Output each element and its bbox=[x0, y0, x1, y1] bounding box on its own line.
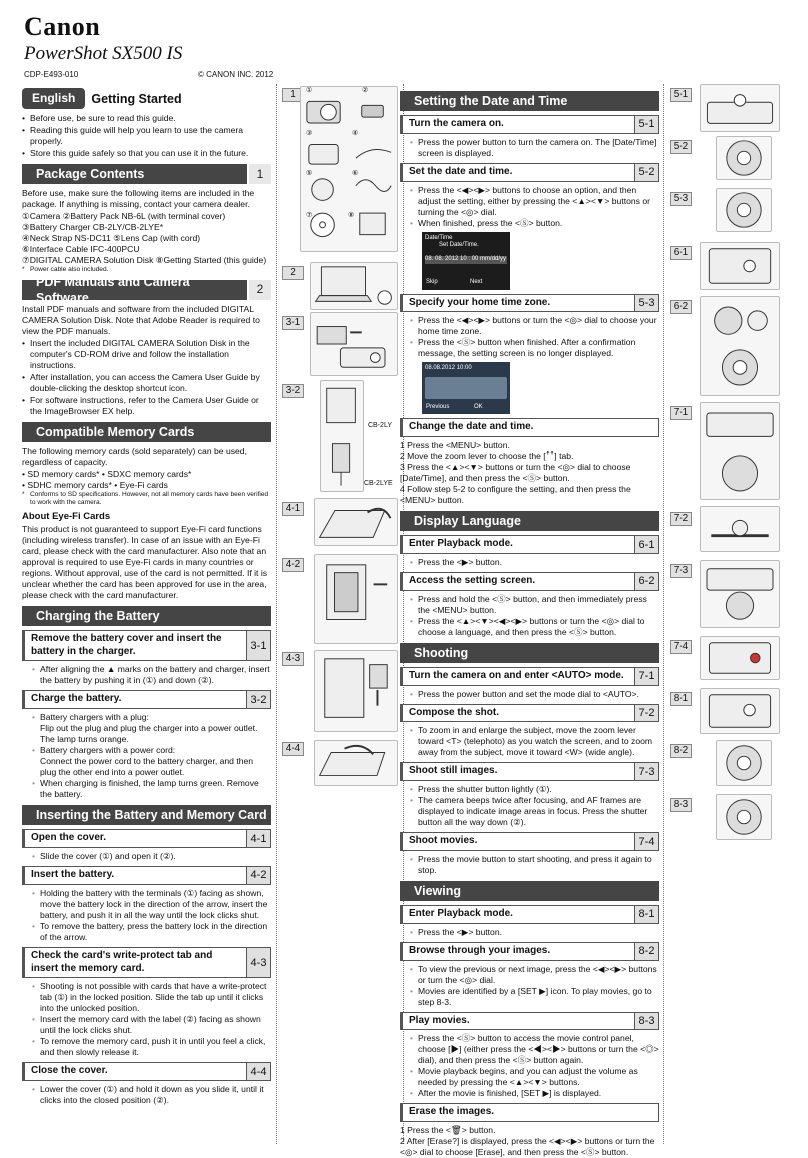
step-title: Charge the battery. bbox=[31, 693, 122, 705]
marker: ③ bbox=[306, 130, 313, 137]
cover-icon bbox=[315, 499, 397, 545]
bullet: • Insert the included DIGITAL CAMERA Solution Disk in the computer's CD-ROM drive and follow the installation instructions. bbox=[22, 338, 271, 371]
bullet: • Battery chargers with a power cord: bbox=[22, 745, 271, 756]
dial-icon bbox=[717, 189, 771, 231]
section-inserting bbox=[22, 805, 271, 825]
bullet: • Press the shutter button lightly (①). bbox=[400, 784, 659, 795]
step-number: 7-1 bbox=[634, 667, 659, 686]
numbered-step: 2 After [Erase?] is displayed, press the <◀><▶> buttons or turn the <◎> dial to choose [Erase], and then press the <Ⓢ> button. bbox=[400, 1136, 655, 1158]
figure-label: 7-4 bbox=[670, 640, 692, 654]
screen-values: 08. 08. 2012 10 : 00 mm/dd/yy bbox=[425, 255, 507, 262]
eyefi-heading: About Eye-Fi Cards bbox=[22, 510, 111, 522]
section-title: Setting the Date and Time bbox=[414, 94, 568, 108]
marker: ④ bbox=[352, 130, 359, 137]
menu-button-illustration bbox=[700, 296, 780, 396]
step-heading bbox=[400, 418, 659, 437]
step-title: Check the card's write-protect tab and insert the memory card. bbox=[31, 949, 213, 974]
bullet: • After installation, you can access the Camera User Guide by double-clicking the desktop shortcut icon. bbox=[22, 372, 271, 394]
section-title: Shooting bbox=[414, 645, 469, 660]
bullet: • Press the movie button to start shooting, and press it again to stop. bbox=[400, 854, 659, 876]
bullet: • Lower the cover (①) and hold it down as you slide it, until it clicks into the closed position (②). bbox=[22, 1084, 271, 1106]
bullet: • Insert the memory card with the label (②) facing as shown until the lock clicks shut. bbox=[22, 1014, 271, 1036]
camera-back-icon bbox=[701, 243, 779, 289]
bullet: • When finished, press the <Ⓢ> button. bbox=[400, 218, 659, 229]
footnote: * Conforms to SD specifications. However, not all memory cards have been verified to work with the camera. bbox=[22, 491, 271, 508]
camera-buttons-icon bbox=[701, 297, 779, 395]
figure-label: 8-2 bbox=[670, 744, 692, 758]
step-number: 3-2 bbox=[246, 690, 271, 709]
step-number: 3-1 bbox=[246, 630, 271, 662]
figure-label: 5-1 bbox=[670, 88, 692, 102]
step-title: Turn the camera on. bbox=[409, 118, 504, 129]
section-title: Viewing bbox=[414, 883, 462, 898]
section-number: 2 bbox=[247, 280, 271, 300]
screen-previous: Previous bbox=[426, 403, 450, 410]
paragraph: Before use, make sure the following items are included in the package. If anything is missing, contact your camera dealer. bbox=[22, 188, 255, 210]
bullet: • Press the <Ⓢ> button when finished. After a confirmation message, the setting screen is no longer displayed. bbox=[400, 337, 659, 359]
laptop-icon bbox=[311, 263, 397, 309]
section-title: Compatible Memory Cards bbox=[36, 424, 195, 439]
screen-title: Date/Time bbox=[425, 234, 453, 241]
bullet: • To remove the memory card, push it in until you feel a click, and then slowly release it. bbox=[22, 1036, 271, 1058]
step-title: Remove the battery cover and insert the battery in the charger. bbox=[31, 632, 222, 657]
section-title: Inserting the Battery and Memory Card bbox=[36, 808, 267, 823]
screen-next: Next bbox=[470, 278, 483, 285]
movie-button-icon bbox=[701, 637, 779, 679]
bullet: • Press the power button to turn the camera on. The [Date/Time] screen is displayed. bbox=[400, 137, 659, 159]
item-line: ①Camera ②Battery Pack NB-6L (with terminal cover) bbox=[22, 211, 226, 222]
step-title: Insert the battery. bbox=[31, 869, 115, 881]
step-number: 4-3 bbox=[246, 947, 271, 979]
step-title: Play movies. bbox=[409, 1014, 470, 1026]
step-heading bbox=[22, 866, 271, 885]
card-types: • SD memory cards* • SDXC memory cards* bbox=[22, 468, 192, 479]
numbered-step: 1 Press the <🗑> button. bbox=[400, 1125, 496, 1136]
title-row bbox=[22, 88, 271, 109]
figure-label: 6-1 bbox=[670, 246, 692, 260]
screen-date: 08.08.2012 10:00 bbox=[425, 365, 472, 372]
bullet: • When charging is finished, the lamp turns green. Remove the battery. bbox=[22, 778, 271, 800]
section-viewing bbox=[400, 881, 659, 901]
bullet: • Press the <▲><▼><◀><▶> buttons or turn the <◎> dial to choose a language, and then press the <Ⓢ> button. bbox=[400, 616, 659, 638]
numbered-step: 4 Follow step 5-2 to configure the setting, and then press the <MENU> button. bbox=[400, 484, 631, 506]
step-heading bbox=[22, 690, 271, 709]
camera-top-icon bbox=[701, 85, 779, 131]
control-dial-illustration bbox=[716, 188, 772, 232]
section-title: Display Language bbox=[414, 514, 521, 529]
column-divider bbox=[663, 84, 664, 1144]
numbered-step: 3 Press the <▲><▼> buttons or turn the <◎> dial to choose [Date/Time], and then press the <Ⓢ> button. bbox=[400, 462, 631, 484]
section-date-time bbox=[400, 91, 659, 111]
step-heading bbox=[22, 947, 271, 979]
brand-logo: Canon bbox=[24, 12, 101, 41]
close-cover-illustration bbox=[314, 740, 398, 786]
item-line: ⑥Interface Cable IFC-400PCU bbox=[22, 244, 140, 255]
figure-label: 8-3 bbox=[670, 798, 692, 812]
power-button-illustration bbox=[700, 84, 780, 132]
marker: ⑦ bbox=[306, 212, 313, 219]
model-name: PowerShot SX500 IS bbox=[24, 43, 183, 64]
step-title: Set the date and time. bbox=[409, 165, 513, 177]
step-title: Browse through your images. bbox=[409, 944, 551, 956]
insert-card-illustration bbox=[314, 650, 398, 732]
step-heading bbox=[400, 1103, 659, 1122]
figure-label: 7-2 bbox=[670, 512, 692, 526]
step-heading bbox=[400, 942, 659, 961]
battery-charger-illustration bbox=[310, 312, 398, 376]
step-heading bbox=[22, 829, 271, 848]
screen-ok: OK bbox=[474, 403, 483, 410]
bullet: • Press and hold the <Ⓢ> button, and then immediately press the <MENU> button. bbox=[400, 594, 659, 616]
paragraph: Install PDF manuals and software from the included DIGITAL CAMERA Solution Disk. Note that Adobe Reader is required to view the PDF manuals. bbox=[22, 303, 260, 336]
step-number: 5-2 bbox=[634, 163, 659, 182]
zoom-lever-illustration bbox=[700, 506, 780, 552]
charger-model: CB-2LY bbox=[368, 422, 392, 429]
item-line: ⑦DIGITAL CAMERA Solution Disk ⑧Getting Started (this guide) bbox=[22, 255, 267, 266]
step-heading bbox=[400, 1012, 659, 1031]
battery-icon bbox=[315, 555, 397, 643]
marker: ⑤ bbox=[306, 170, 313, 177]
section-shooting bbox=[400, 643, 659, 663]
insert-battery-illustration bbox=[314, 554, 398, 644]
column-3 bbox=[400, 86, 659, 1158]
date-time-screen bbox=[422, 232, 510, 290]
bullet: • Press the <◀><▶> buttons or turn the <◎> dial to choose your home time zone. bbox=[400, 315, 659, 337]
intro-bullet: • Store this guide safely so that you can use it in the future. bbox=[22, 148, 271, 159]
shutter-button-illustration bbox=[700, 560, 780, 628]
bullet: • After the movie is finished, [SET ▶] is displayed. bbox=[400, 1088, 659, 1099]
item-line: ③Battery Charger CB-2LY/CB-2LYE* bbox=[22, 222, 164, 233]
time-zone-screen bbox=[422, 362, 510, 414]
bullet: • Movies are identified by a [SET ▶] icon. To play movies, go to step 8-3. bbox=[400, 986, 659, 1008]
numbered-step: 1 Press the <MENU> button. bbox=[400, 440, 510, 451]
step-heading bbox=[400, 704, 659, 723]
figure-label: 5-3 bbox=[670, 192, 692, 206]
control-dial-illustration bbox=[716, 740, 772, 786]
bullet: • Slide the cover (①) and open it (②). bbox=[22, 851, 271, 862]
intro-bullet: • Reading this guide will help you learn to use the camera properly. bbox=[22, 125, 271, 147]
language-badge: English bbox=[22, 88, 85, 109]
bullet: • Press the power button and set the mode dial to <AUTO>. bbox=[400, 689, 659, 700]
step-heading bbox=[22, 630, 271, 662]
charger-icon bbox=[311, 313, 397, 375]
open-cover-illustration bbox=[314, 498, 398, 546]
column-1 bbox=[22, 88, 271, 1106]
step-title: Change the date and time. bbox=[409, 421, 534, 433]
step-number: 4-4 bbox=[246, 1062, 271, 1081]
step-title: Shoot still images. bbox=[409, 765, 498, 777]
step-number: 8-2 bbox=[634, 942, 659, 961]
dial-icon bbox=[717, 741, 771, 785]
step-title: Shoot movies. bbox=[409, 835, 478, 847]
bullet: • Battery chargers with a plug: bbox=[22, 712, 271, 723]
bullet: • To view the previous or next image, press the <◀><▶> buttons or turn the <◎> dial. bbox=[400, 964, 659, 986]
section-number: 1 bbox=[247, 164, 271, 184]
figure-label: 3-1 bbox=[282, 316, 304, 330]
step-number: 5-3 bbox=[634, 294, 659, 313]
step-number: 4-2 bbox=[246, 866, 271, 885]
bullet: • Press the <Ⓢ> button to access the movie control panel, choose [▶] (either press the <◀><▶> buttons or turn the <◎> dial), and then press the <Ⓢ> button again. bbox=[400, 1033, 659, 1066]
bullet-detail: Flip out the plug and plug the charger into a power outlet. The lamp turns orange. bbox=[40, 723, 258, 745]
step-heading bbox=[400, 905, 659, 924]
cover-close-icon bbox=[315, 741, 397, 785]
mode-dial-illustration bbox=[700, 402, 780, 500]
paragraph: The following memory cards (sold separately) can be used, regardless of capacity. bbox=[22, 445, 247, 467]
marker: ① bbox=[306, 87, 313, 94]
bullet: • To zoom in and enlarge the subject, move the zoom lever toward <T> (telephoto) as you watch the screen, and to zoom away from the subject, move it toward <W> (wide angle). bbox=[400, 725, 659, 758]
step-title: Enter Playback mode. bbox=[409, 907, 513, 919]
bullet-detail: Connect the power cord to the battery charger, and then plug the other end into a power outlet. bbox=[40, 756, 254, 778]
step-heading bbox=[400, 294, 659, 313]
step-number: 4-1 bbox=[246, 829, 271, 848]
bullet: • Press the <▶> button. bbox=[400, 557, 659, 568]
bullet: • Holding the battery with the terminals (①) facing as shown, move the battery lock in the direction of the arrow, insert the battery, and push it in all the way until the lock clicks shut. bbox=[22, 888, 271, 921]
step-title: Enter Playback mode. bbox=[409, 538, 513, 550]
step-title: Turn the camera on and enter <AUTO> mode. bbox=[409, 669, 624, 681]
dial-icon bbox=[717, 795, 771, 839]
card-types: • SDHC memory cards* • Eye-Fi cards bbox=[22, 479, 168, 490]
section-package-contents bbox=[22, 164, 271, 184]
section-title: Charging the Battery bbox=[36, 608, 160, 623]
control-dial-illustration bbox=[716, 794, 772, 840]
figure-label: 6-2 bbox=[670, 300, 692, 314]
numbered-step: 2 Move the zoom lever to choose the [ꜛꜛ] tab. bbox=[400, 451, 574, 462]
screen-subtitle: Set Date/Time. bbox=[439, 242, 479, 249]
package-items-icon bbox=[301, 87, 397, 251]
marker: ⑧ bbox=[348, 212, 355, 219]
step-title: Erase the images. bbox=[409, 1106, 495, 1118]
step-heading bbox=[400, 762, 659, 781]
figure-label: 4-3 bbox=[282, 652, 304, 666]
section-display-language bbox=[400, 511, 659, 531]
playback-button-illustration bbox=[700, 688, 780, 734]
step-title: Open the cover. bbox=[31, 832, 107, 844]
section-memory-cards bbox=[22, 422, 271, 442]
figure-label: 5-2 bbox=[670, 140, 692, 154]
section-title: PDF Manuals and Camera Software bbox=[36, 274, 190, 305]
bullet: • Movie playback begins, and you can adjust the volume as needed by pressing the <▲><▼> buttons. bbox=[400, 1066, 659, 1088]
intro-bullet: • Before use, be sure to read this guide. bbox=[22, 113, 271, 124]
playback-button-illustration bbox=[700, 242, 780, 290]
figure-label: 8-1 bbox=[670, 692, 692, 706]
figure-label: 4-2 bbox=[282, 558, 304, 572]
figure-label: 4-1 bbox=[282, 502, 304, 516]
step-heading bbox=[400, 832, 659, 851]
bullet: • The camera beeps twice after focusing, and AF frames are displayed to indicate image areas in focus. Press the shutter button all the way down (②). bbox=[400, 795, 659, 828]
marker: ② bbox=[362, 87, 369, 94]
step-title: Access the setting screen. bbox=[409, 574, 536, 586]
bullet: • Shooting is not possible with cards that have a write-protect tab (①) in the locked position. Slide the tab up until it clicks into the unlocked position. bbox=[22, 981, 271, 1014]
zoom-lever-icon bbox=[701, 507, 779, 551]
computer-illustration bbox=[310, 262, 398, 310]
bullet: • After aligning the ▲ marks on the battery and charger, insert the battery by pushing it in (①) and down (②). bbox=[22, 664, 271, 686]
page-title: Getting Started bbox=[91, 91, 182, 106]
step-number: 8-1 bbox=[634, 905, 659, 924]
dial-icon bbox=[717, 137, 771, 179]
step-title: Specify your home time zone. bbox=[409, 296, 551, 308]
figure-label: 3-2 bbox=[282, 384, 304, 398]
step-title: Compose the shot. bbox=[409, 706, 500, 718]
section-title: Package Contents bbox=[36, 167, 145, 182]
figure-label: 7-1 bbox=[670, 406, 692, 420]
package-contents-illustration bbox=[300, 86, 398, 252]
step-heading bbox=[400, 115, 659, 134]
step-number: 7-3 bbox=[634, 762, 659, 781]
shutter-icon bbox=[701, 561, 779, 627]
figure-label: 7-3 bbox=[670, 564, 692, 578]
step-number: 6-1 bbox=[634, 535, 659, 554]
step-number: 8-3 bbox=[634, 1012, 659, 1031]
section-charging bbox=[22, 606, 271, 626]
step-heading bbox=[22, 1062, 271, 1081]
footnote: * Power cable also included. bbox=[22, 266, 271, 274]
figure-label: 4-4 bbox=[282, 742, 304, 756]
plug-icon bbox=[321, 381, 363, 491]
memory-card-icon bbox=[315, 651, 397, 731]
bullet: • To remove the battery, press the battery lock in the direction of the arrow. bbox=[22, 921, 271, 943]
step-number: 7-2 bbox=[634, 704, 659, 723]
camera-back-icon bbox=[701, 689, 779, 733]
step-title: Close the cover. bbox=[31, 1065, 108, 1077]
column-divider bbox=[276, 84, 277, 1144]
screen-skip: Skip bbox=[426, 278, 438, 285]
world-map-icon bbox=[425, 377, 507, 399]
document-code: CDP-E493-010 bbox=[24, 70, 79, 79]
mode-dial-icon bbox=[701, 403, 779, 499]
figure-label: 1 bbox=[282, 88, 304, 102]
marker: ⑥ bbox=[352, 170, 359, 177]
step-heading bbox=[400, 667, 659, 686]
step-number: 7-4 bbox=[634, 832, 659, 851]
step-heading bbox=[400, 572, 659, 591]
movie-button-illustration bbox=[700, 636, 780, 680]
bullet: • For software instructions, refer to the Camera User Guide or the ImageBrowser EX help. bbox=[22, 395, 271, 417]
bullet: • Press the <▶> button. bbox=[400, 927, 659, 938]
charger-model: CB-2LYE bbox=[364, 480, 393, 487]
step-heading bbox=[400, 163, 659, 182]
step-heading bbox=[400, 535, 659, 554]
item-line: ④Neck Strap NS-DC11 ⑤Lens Cap (with cord) bbox=[22, 233, 201, 244]
step-number: 6-2 bbox=[634, 572, 659, 591]
section-pdf-manuals bbox=[22, 274, 271, 305]
step-number: 5-1 bbox=[634, 115, 659, 134]
control-dial-illustration bbox=[716, 136, 772, 180]
figure-label: 2 bbox=[282, 266, 304, 280]
copyright: © CANON INC. 2012 bbox=[198, 70, 274, 79]
charging-illustration bbox=[320, 380, 364, 492]
bullet: • Press the <◀><▶> buttons to choose an option, and then adjust the setting, either by pressing the <▲><▼> buttons or turning the <◎> dial. bbox=[400, 185, 659, 218]
paragraph: This product is not guaranteed to support Eye-Fi card functions (including wireless transfer). In case of an issue with an Eye-Fi card, please check with the card manufacturer. Also note that an approval is required to use Eye-Fi cards in many countries or regions. Without approval, use of the card is not permitted. If it is unclear whether the card has been approved for use in the area, please check with the card manufacturer. bbox=[22, 523, 268, 600]
